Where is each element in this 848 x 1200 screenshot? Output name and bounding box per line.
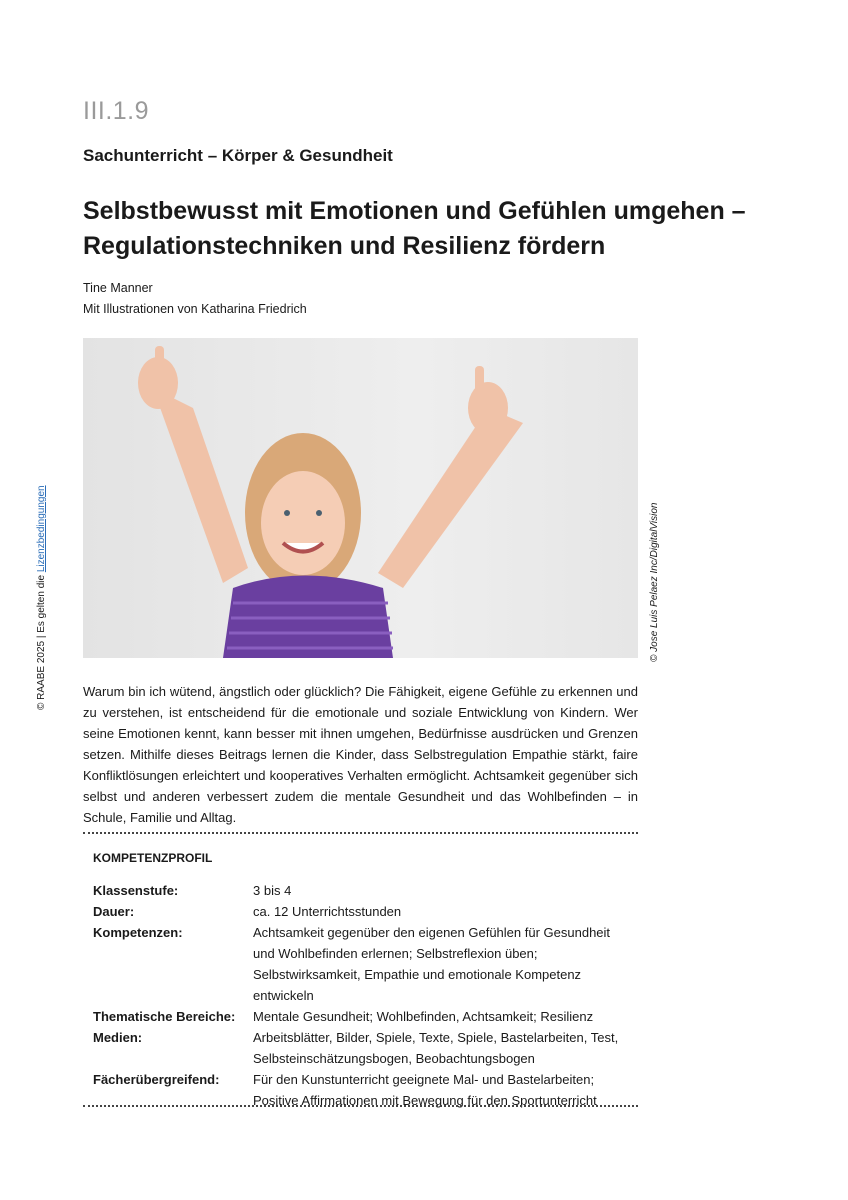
profile-row <box>93 1027 633 1069</box>
intro-paragraph: Warum bin ich wütend, ängstlich oder glücklich? Die Fähigkeit, eigene Gefühle zu erkennen und zu verstehen, ist entscheidend für die emotionale und soziale Entwicklung von Kindern. Wer seine Emotionen kennt, kann besser mit ihnen umgehen, Bedürfnisse ausdrücken und Grenzen setzen. Mithilfe dieses Beitrags lernen die Kinder, dass Selbstregulation Empathie stärkt, faire Konfliktlösungen erleichtert und kooperatives Verhalten ermöglicht. Achtsamkeit gegenüber sich selbst und anderen verbessert zudem die mentale Gesundheit und das Wohlbefinden – in Schule, Familie und Alltag. <box>83 684 638 825</box>
profile-key: Dauer: <box>93 904 135 919</box>
girl-thumbs-up-photo <box>83 338 638 658</box>
profile-value: Für den Kunstunterricht geeignete Mal- und Bastelarbeiten; Positive Affirmationen mit Bewegung für den Sportunterricht <box>253 1072 597 1108</box>
profile-value: Achtsamkeit gegenüber den eigenen Gefühlen für Gesundheit und Wohlbefinden erlernen; Selbstreflexion üben; Selbstwirksamkeit, Empathie und emotionale Kompetenz entwickeln <box>253 925 611 1003</box>
profile-value: Mentale Gesundheit; Wohlbefinden, Achtsamkeit; Resilienz <box>253 1009 594 1024</box>
competence-profile <box>93 880 633 1111</box>
copyright-notice <box>36 485 47 710</box>
copyright-text: © RAABE 2025 | Es gelten die <box>36 572 47 710</box>
profile-key: Kompetenzen: <box>93 925 183 940</box>
profile-row <box>93 880 633 901</box>
profile-heading: KOMPETENZPROFIL <box>93 851 213 865</box>
photo-credit: © Jose Luis Pelaez Inc/DigitalVision <box>649 502 660 662</box>
page-title: Selbstbewusst mit Emotionen und Gefühlen umgehen – Regulationstechniken und Resilienz fördern <box>83 197 746 260</box>
profile-key: Thematische Bereiche: <box>93 1009 236 1024</box>
divider <box>83 832 638 834</box>
divider <box>83 1105 638 1107</box>
subject-heading: Sachunterricht – Körper & Gesundheit <box>83 146 393 165</box>
cover-photo <box>83 338 638 658</box>
profile-row <box>93 1006 633 1027</box>
profile-key: Klassenstufe: <box>93 883 179 898</box>
profile-row <box>93 901 633 922</box>
license-link[interactable]: Lizenzbedingungen <box>36 485 47 573</box>
profile-value: 3 bis 4 <box>253 883 292 898</box>
profile-key: Medien: <box>93 1030 143 1045</box>
illustrator-credit: Mit Illustrationen von Katharina Friedrich <box>83 302 307 316</box>
profile-value: Arbeitsblätter, Bilder, Spiele, Texte, Spiele, Bastelarbeiten, Test, Selbsteinschätzungsbogen, Beobachtungsbogen <box>253 1030 619 1066</box>
section-number: III.1.9 <box>83 97 150 125</box>
profile-value: ca. 12 Unterrichtsstunden <box>253 904 402 919</box>
author: Tine Manner <box>83 281 153 295</box>
profile-key: Fächerübergreifend: <box>93 1072 220 1087</box>
profile-row <box>93 922 633 1006</box>
